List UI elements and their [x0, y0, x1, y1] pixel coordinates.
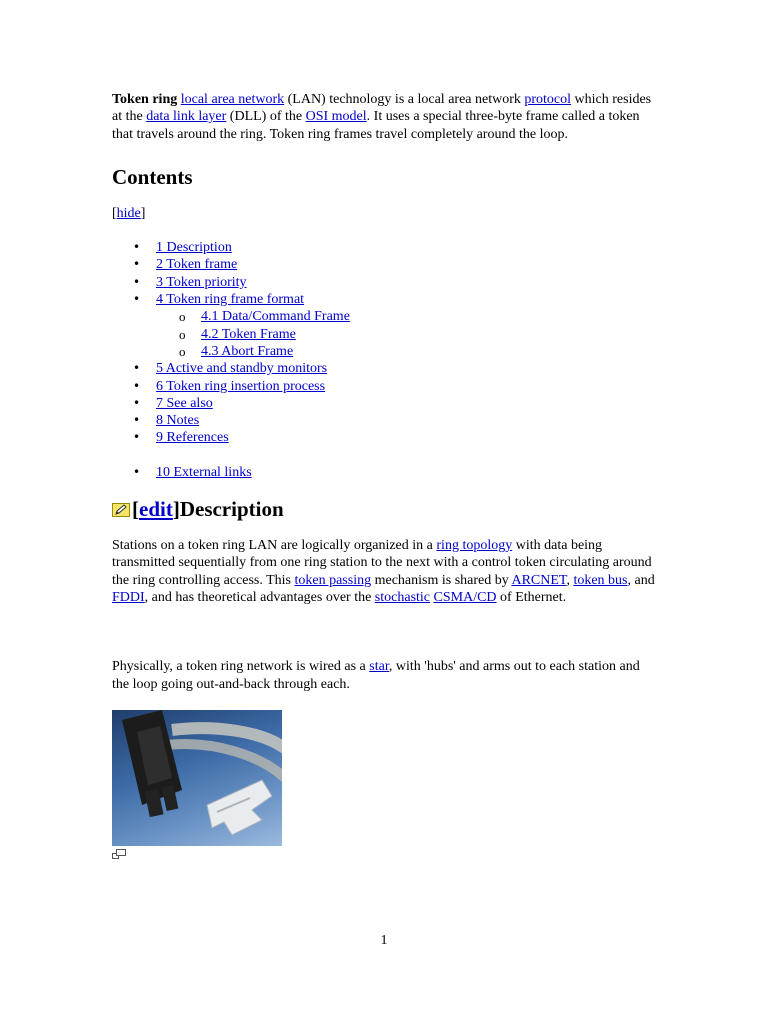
link-data-link-layer[interactable]: data link layer: [146, 109, 227, 125]
enlarge-icon[interactable]: [112, 847, 126, 857]
toc-item: [112, 291, 657, 308]
intro-text: . It uses a special three-byte frame called a token that travels around the ring. Token ring frames travel completely around the loop.: [112, 109, 640, 142]
toc-item: [112, 412, 657, 429]
toc-item: [112, 239, 657, 256]
toc-link-abort-frame[interactable]: 4.3 Abort Frame: [201, 343, 294, 359]
desc-text: with data being transmitted sequentially from one ring station to the next with a control token circulating around the ring controlling access. This: [112, 538, 652, 588]
toc-link-data-command-frame[interactable]: 4.1 Data/Command Frame: [201, 309, 350, 325]
toc-link-references[interactable]: 9 References: [156, 430, 229, 446]
desc-text: , and: [627, 572, 655, 588]
toc-link-token-frame[interactable]: 2 Token frame: [156, 257, 238, 273]
desc-text: Stations on a token ring LAN are logically organized in a: [112, 538, 437, 554]
toc-toggle-bracket: ]: [140, 205, 146, 221]
edit-pencil-icon[interactable]: [112, 503, 130, 517]
intro-bold-term: Token ring: [112, 92, 178, 107]
page-number: 1: [380, 933, 388, 948]
toc-item: [112, 429, 657, 446]
link-osi-model[interactable]: OSI model: [305, 109, 367, 125]
toc-item: [112, 274, 657, 291]
link-csma-cd[interactable]: CSMA/CD: [433, 589, 497, 605]
toc-item: [112, 464, 657, 481]
toc-toggle-bracket: [: [112, 205, 117, 221]
intro-text: (DLL) of the: [226, 109, 306, 125]
toc-toggle: [112, 205, 657, 222]
intro-paragraph: [112, 91, 657, 143]
link-stochastic[interactable]: stochastic: [374, 589, 431, 605]
link-arcnet[interactable]: ARCNET: [511, 572, 567, 588]
link-local-area-network[interactable]: local area network: [180, 92, 285, 107]
edit-link[interactable]: edit: [139, 497, 173, 522]
toc-item: [112, 395, 657, 412]
toc-subitem: [112, 343, 657, 360]
toc-link-notes[interactable]: 8 Notes: [156, 413, 200, 429]
desc-text: Physically, a token ring network is wired as a: [112, 659, 370, 675]
description-title: Description: [179, 497, 284, 522]
toc-link-see-also[interactable]: 7 See also: [156, 395, 213, 411]
toc-link-external-links[interactable]: 10 External links: [156, 464, 252, 480]
toc-link-insertion-process[interactable]: 6 Token ring insertion process: [156, 378, 326, 394]
document-body: [112, 91, 657, 857]
toc-link-token-frame-sub[interactable]: 4.2 Token Frame: [201, 326, 296, 342]
link-protocol[interactable]: protocol: [524, 92, 572, 107]
description-paragraph-2: [112, 658, 657, 693]
desc-text: , and has theoretical advantages over the: [144, 589, 375, 605]
desc-text: mechanism is shared by: [371, 572, 512, 588]
desc-text: of Ethernet.: [496, 589, 567, 605]
edit-bracket: [: [132, 497, 139, 522]
intro-text: (LAN) technology is a local area network: [284, 92, 525, 107]
desc-text: ,: [566, 572, 574, 588]
contents-title: Contents: [112, 164, 193, 189]
token-ring-connector-photo[interactable]: [112, 710, 282, 846]
desc-text: , with 'hubs' and arms out to each station and the loop going out-and-back through each.: [112, 659, 640, 692]
toc-link-monitors[interactable]: 5 Active and standby monitors: [156, 361, 328, 377]
connector-illustration: [112, 710, 282, 846]
link-ring-topology[interactable]: ring topology: [436, 538, 513, 554]
toc-item: [112, 378, 657, 395]
toc-link-description[interactable]: 1 Description: [156, 240, 232, 256]
description-paragraph-1: [112, 537, 657, 606]
edit-bracket: ]: [172, 497, 180, 522]
description-heading: [112, 497, 657, 521]
toc-item: [112, 360, 657, 377]
toc-subitem: [112, 308, 657, 325]
link-token-bus[interactable]: token bus: [573, 572, 628, 588]
intro-text: which resides at the: [112, 92, 652, 125]
toc-link-token-priority[interactable]: 3 Token priority: [156, 274, 247, 290]
toc-subitem: [112, 326, 657, 343]
toc-hide-link[interactable]: hide: [116, 205, 141, 221]
toc-link-frame-format[interactable]: 4 Token ring frame format: [156, 292, 305, 308]
table-of-contents: [112, 239, 657, 481]
link-token-passing[interactable]: token passing: [294, 572, 372, 588]
link-fddi[interactable]: FDDI: [112, 589, 145, 605]
link-star[interactable]: star: [369, 659, 389, 675]
toc-item: [112, 256, 657, 273]
